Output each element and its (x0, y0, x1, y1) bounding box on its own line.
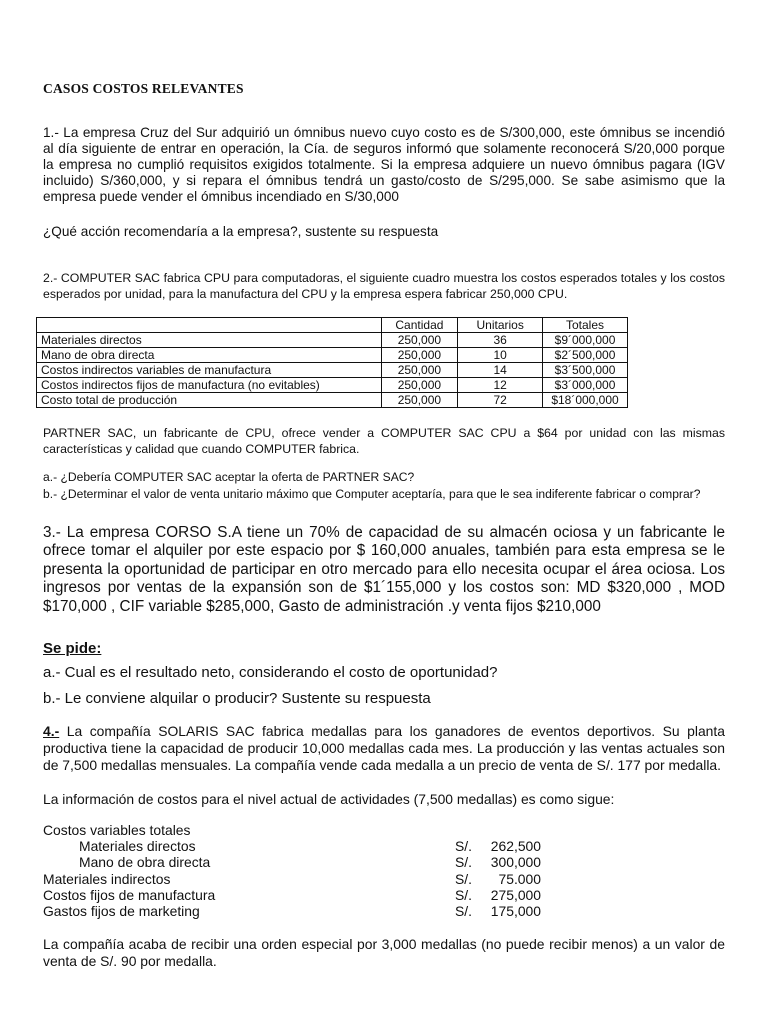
case-2-offer: PARTNER SAC, un fabricante de CPU, ofrece vender a COMPUTER SAC CPU a $64 por unidad con las mismas características y calidad que cuando COMPUTER fabrica. (43, 426, 725, 456)
table-cell: $18´000,000 (543, 393, 628, 408)
table-header-cell: Cantidad (381, 318, 458, 333)
table-row (37, 363, 628, 378)
table-cell: 12 (458, 378, 543, 393)
table-cell: Costos indirectos fijos de manufactura (no evitables) (37, 378, 382, 393)
table-cell: $9´000,000 (543, 333, 628, 348)
case-4-info: La información de costos para el nivel actual de actividades (7,500 medallas) es como sigue: (43, 791, 615, 807)
case-2-statement: 2.- COMPUTER SAC fabrica CPU para computadoras, el siguiente cuadro muestra los costos esperados totales y los costos esperados por unidad, para la manufactura del CPU y la empresa espera fabricar 250,000 CPU. (43, 271, 725, 301)
page-title: CASOS COSTOS RELEVANTES (43, 81, 244, 96)
table-cell: $3´500,000 (543, 363, 628, 378)
case-2-question-a: a.- ¿Debería COMPUTER SAC aceptar la oferta de PARTNER SAC? (43, 470, 415, 484)
table-cell: 72 (458, 393, 543, 408)
case-2-question-b: b.- ¿Determinar el valor de venta unitario máximo que Computer aceptaría, para que le sea indiferente fabricar o comprar? (43, 486, 701, 501)
table-header-row (37, 318, 628, 333)
table-header-cell: Totales (543, 318, 628, 333)
list-item (43, 887, 563, 903)
case-4-cost-list (43, 822, 563, 919)
table-cell: 250,000 (381, 378, 458, 393)
list-item (43, 854, 563, 870)
cost-amount: 300,000 (490, 854, 541, 871)
cost-amount: 262,500 (490, 838, 541, 855)
case-2-questions (43, 469, 743, 502)
list-item (43, 903, 563, 919)
case-1-question: ¿Qué acción recomendaría a la empresa?, sustente su respuesta (43, 224, 439, 239)
cost-currency: S/. (455, 854, 472, 871)
cost-amount: 75.000 (498, 870, 541, 887)
case-3-question-b: b.- Le conviene alquilar o producir? Sustente su respuesta (43, 690, 431, 707)
table-cell: 250,000 (381, 348, 458, 363)
table-cell: Costo total de producción (37, 393, 382, 408)
table-header-cell: Unitarios (458, 318, 543, 333)
cost-list-header: Costos variables totales (43, 822, 191, 838)
se-pide-heading: Se pide: (43, 640, 102, 657)
table-cell: $3´000,000 (543, 378, 628, 393)
list-item (43, 822, 563, 838)
cost-label: Materiales indirectos (43, 870, 171, 887)
cost-currency: S/. (455, 886, 472, 903)
cost-amount: 275,000 (490, 886, 541, 903)
table-row (37, 333, 628, 348)
table-cell: 14 (458, 363, 543, 378)
case-4-text: La compañía SOLARIS SAC fabrica medallas para los ganadores de eventos deportivos. Su planta productiva tiene la capacidad de producir 10,000 medallas cada mes. La producción y las ventas actuales son de 7,500 medallas mensuales. La compañía vende cada medalla a un precio de venta de S/. 177 por medalla. (43, 723, 725, 773)
cost-currency: S/. (455, 838, 472, 855)
table-cell: 10 (458, 348, 543, 363)
cost-label: Gastos fijos de marketing (43, 902, 200, 919)
case-1-statement: 1.- La empresa Cruz del Sur adquirió un ómnibus nuevo cuyo costo es de S/300,000, este ómnibus se incendió al día siguiente de entrar en operación, la Cía. de seguros informó que solamente reconocerá S/20,000 porque la empresa no cumplió requisitos exigidos totalmente. Si la empresa adquiere un nuevo ómnibus pagara (IGV incluido) S/360,000, y si repara el ómnibus tendrá un gasto/costo de S/295,000. Se sabe asimismo que la empresa puede vender el ómnibus incendiado en S/30,000 (43, 125, 725, 204)
table-cell: Mano de obra directa (37, 348, 382, 363)
cost-currency: S/. (455, 902, 472, 919)
cost-label: Mano de obra directa (79, 854, 211, 871)
case-4-special-order: La compañía acaba de recibir una orden especial por 3,000 medallas (no puede recibir menos) a un valor de venta de S/. 90 por medalla. (43, 936, 725, 969)
table-cell: $2´500,000 (543, 348, 628, 363)
cost-label: Costos fijos de manufactura (43, 886, 216, 903)
table-cell: 250,000 (381, 333, 458, 348)
table-row (37, 393, 628, 408)
list-item (43, 871, 563, 887)
table-row (37, 378, 628, 393)
case-4-statement (43, 723, 725, 774)
table-cell: Costos indirectos variables de manufactura (37, 363, 382, 378)
cost-label: Materiales directos (79, 838, 196, 855)
case-4-number: 4.- (43, 723, 60, 739)
table-header-cell (37, 318, 382, 333)
case-3-statement: 3.- La empresa CORSO S.A tiene un 70% de capacidad de su almacén ociosa y un fabricante le ofrece tomar el alquiler por este espacio por $ 160,000 anuales, también para esta empresa se le presenta la oportunidad de participar en otro mercado para ello necesita ocupar el área ociosa. Los ingresos por ventas de la expansión son de $1´155,000 y los costos son: MD $320,000 , MOD $170,000 , CIF variable $285,000, Gasto de administración .y venta fijos $210,000 (43, 524, 725, 615)
cpu-cost-table (36, 317, 628, 408)
table-cell: 250,000 (381, 363, 458, 378)
table-cell: Materiales directos (37, 333, 382, 348)
table-row (37, 348, 628, 363)
cost-amount: 175,000 (490, 902, 541, 919)
case-3-question-a: a.- Cual es el resultado neto, considerando el costo de oportunidad? (43, 664, 498, 681)
list-item (43, 838, 563, 854)
table-cell: 36 (458, 333, 543, 348)
table-cell: 250,000 (381, 393, 458, 408)
cost-currency: S/. (455, 870, 472, 887)
